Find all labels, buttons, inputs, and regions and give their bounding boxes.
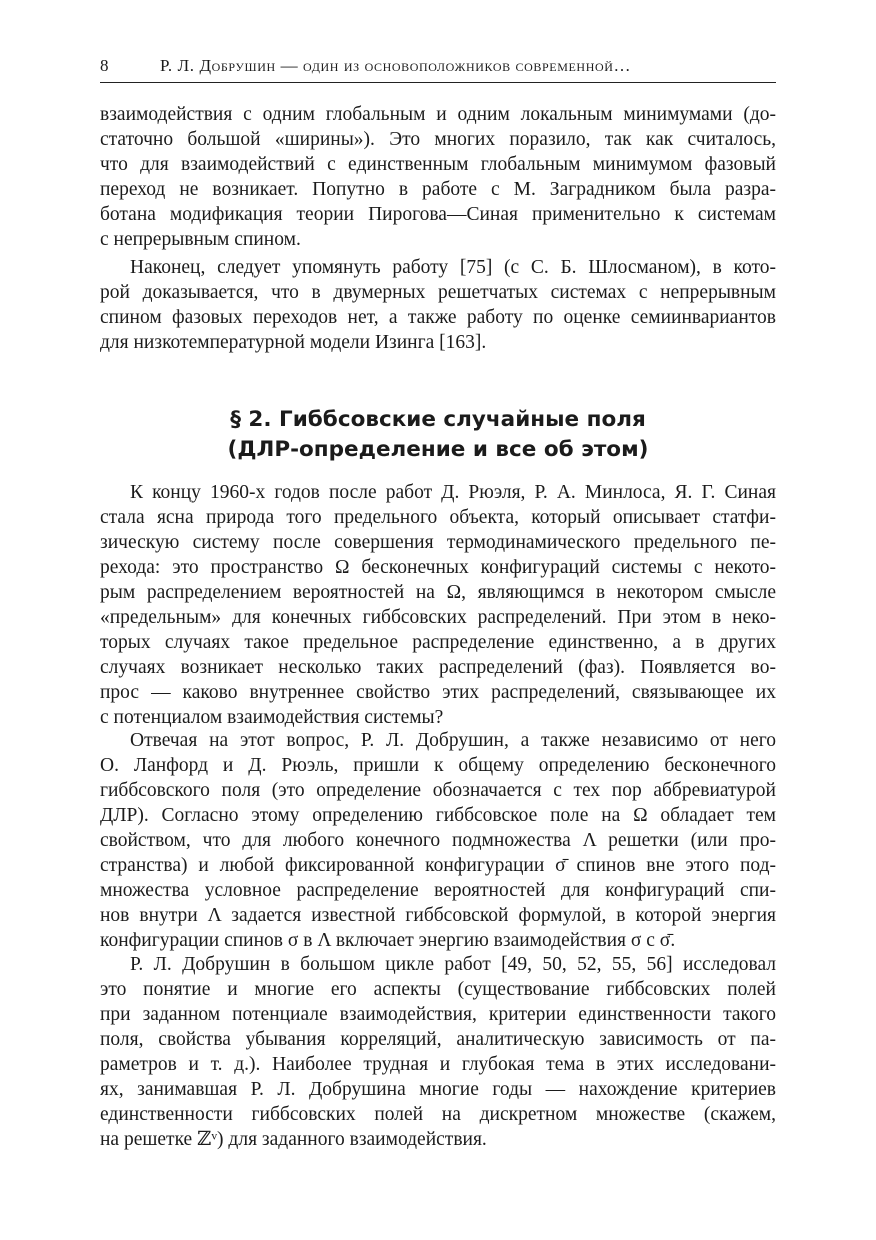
page-number: 8 <box>100 56 109 75</box>
running-header <box>100 56 776 83</box>
text-line: статочно большой «ширины»). Это многих поразило, так как считалось, <box>100 129 776 150</box>
text-line: с непрерывным спином. <box>100 229 301 250</box>
text-line: Наконец, следует упомянуть работу [75] (с С. Б. Шлосманом), в кото- <box>130 257 776 278</box>
text-line: что для взаимодействий с единственным глобальным минимумом фазовый <box>100 154 776 175</box>
text-line: зическую систему после совершения термодинамического предельного пе- <box>100 532 776 553</box>
text-line: К концу 1960-х годов после работ Д. Рюэля, Р. А. Минлоса, Я. Г. Синая <box>130 482 776 503</box>
text-line: странства) и любой фиксированной конфигурации σ̄ спинов вне этого под- <box>100 855 776 876</box>
text-line: спином фазовых переходов нет, а также работу по оценке семиинвариантов <box>100 307 776 328</box>
text-line: прос — каково внутреннее свойство этих распределений, связывающее их <box>100 682 776 703</box>
text-line: ДЛР). Согласно этому определению гиббсовское поле на Ω обладает тем <box>100 805 776 826</box>
section-heading-line2: (ДЛР-определение и все об этом) <box>227 437 649 462</box>
text-line: «предельным» для конечных гиббсовских распределений. При этом в неко- <box>100 607 776 628</box>
paragraph-continuation <box>100 102 776 252</box>
text-line: на решетке ℤᵛ) для заданного взаимодействия. <box>100 1129 487 1150</box>
text-line: для низкотемпературной модели Изинга [163]. <box>100 332 487 353</box>
text-line: взаимодействия с одним глобальным и одним локальным минимумами (до- <box>100 104 776 125</box>
text-line: свойством, что для любого конечного подмножества Λ решетки (или про- <box>100 830 776 851</box>
text-line: случаях возникает несколько таких распределений (фаз). Появляется во- <box>100 657 776 678</box>
text-line: с потенциалом взаимодействия системы? <box>100 707 444 728</box>
text-line: единственности гиббсовских полей на дискретном множестве (скажем, <box>100 1104 776 1125</box>
text-line: рым распределением вероятностей на Ω, являющимся в некотором смысле <box>100 582 776 603</box>
text-line: ботана модификация теории Пирогова—Синая применительно к системам <box>100 204 776 225</box>
text-line: это понятие и многие его аспекты (существование гиббсовских полей <box>100 979 776 1000</box>
text-line: поля, свойства убывания корреляций, аналитическую зависимость от па- <box>100 1029 776 1050</box>
text-line: переход не возникает. Попутно в работе с М. Заградником была разра- <box>100 179 776 200</box>
text-line: нов внутри Λ задается известной гиббсовской формулой, в которой энергия <box>100 905 776 926</box>
text-line: торых случаях такое предельное распределение единственно, а в других <box>100 632 776 653</box>
text-line: множества условное распределение вероятностей для конфигураций спи- <box>100 880 776 901</box>
text-line: рой доказывается, что в двумерных решетчатых системах с непрерывным <box>100 282 776 303</box>
paragraph <box>100 728 776 953</box>
text-line: Р. Л. Добрушин в большом цикле работ [49, 50, 52, 55, 56] исследовал <box>130 954 776 975</box>
text-line: О. Ланфорд и Д. Рюэль, пришли к общему определению бесконечного <box>100 755 776 776</box>
text-line: рехода: это пространство Ω бесконечных конфигураций системы с некото- <box>100 557 776 578</box>
section-heading <box>100 405 776 465</box>
paragraph <box>100 255 776 355</box>
text-line: ях, занимавшая Р. Л. Добрушина многие годы — нахождение критериев <box>100 1079 776 1100</box>
text-line: гиббсовского поля (это определение обозначается с тех пор аббревиатурой <box>100 780 776 801</box>
text-line: раметров и т. д.). Наиболее трудная и глубокая тема в этих исследовани- <box>100 1054 776 1075</box>
running-title: Р. Л. Добрушин — один из основоположников современной… <box>160 56 632 75</box>
paragraph <box>100 480 776 730</box>
text-line: стала ясна природа того предельного объекта, который описывает статфи- <box>100 507 776 528</box>
section-heading-line1: § 2. Гиббсовские случайные поля <box>230 407 646 432</box>
text-line: Отвечая на этот вопрос, Р. Л. Добрушин, а также независимо от него <box>130 730 776 751</box>
text-line: конфигурации спинов σ в Λ включает энергию взаимодействия σ с σ̄. <box>100 930 676 951</box>
text-line: при заданном потенциале взаимодействия, критерии единственности такого <box>100 1004 776 1025</box>
paragraph <box>100 952 776 1152</box>
